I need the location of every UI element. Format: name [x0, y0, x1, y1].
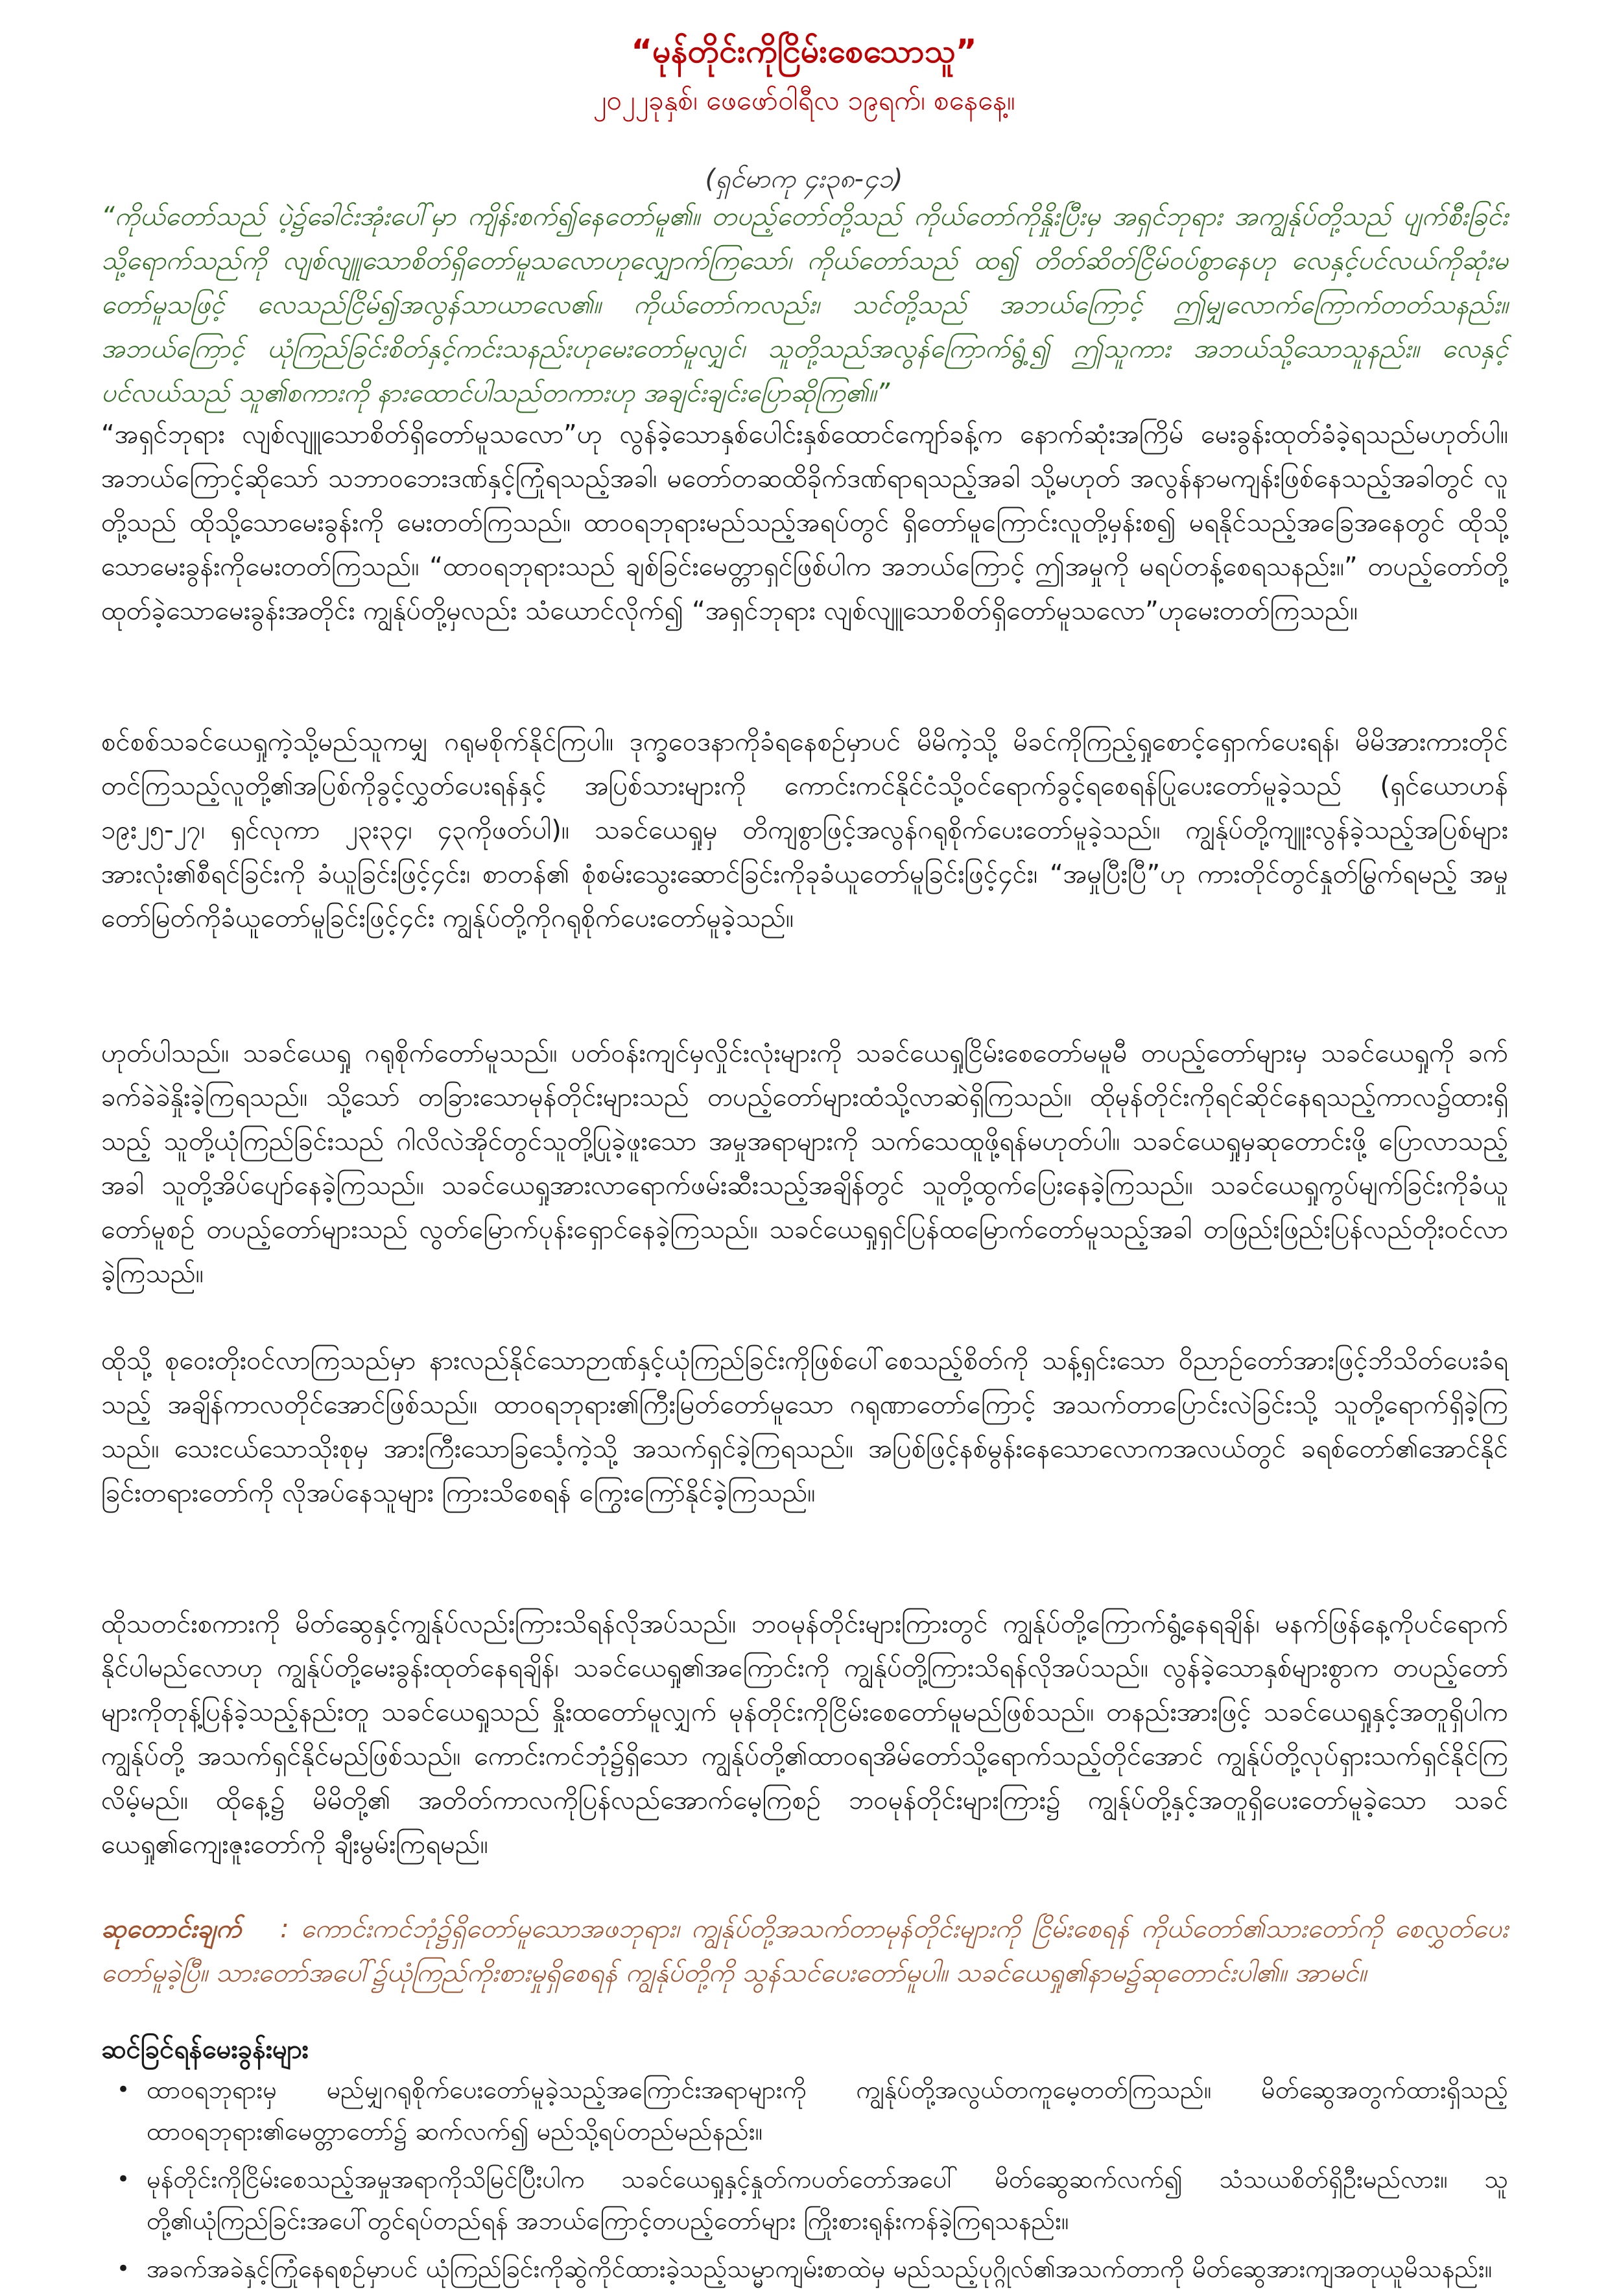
- page-date: ၂၀၂၂ခုနှစ်၊ ဖေဖော်ဝါရီလ ၁၉ရက်၊ စနေနေ့။: [593, 84, 1015, 116]
- bullet-icon: •: [117, 2256, 130, 2282]
- body-paragraph-2: စင်စစ်သခင်ယေရှုကဲ့သို့မည်သူကမျှ ဂရုမစိုက်နိုင်ကြပါ။ ဒုက္ခဝေဒနာကိုခံရနေစဉ်မှာပင် မိမိကဲ့သို့ မိခင်ကိုကြည့်ရှုစောင့်ရှောက်ပေးရန်၊ မိမိအားကားတိုင်တင်ကြသည့်လူတို့၏အပြစ်ကိုခွင့်လွှတ်ပေးရန်နှင့် အပြစ်သားများကို ကောင်းကင်နိုင်ငံသို့ဝင်ရောက်ခွင့်ရစေရန်ပြုပေးတော်မူခဲ့သည် (ရှင်ယောဟန် ၁၉း၂၅-၂၇၊ ရှင်လုကာ ၂၃း၃၄၊ ၄၃ကိုဖတ်ပါ)။ သခင်ယေရှုမှ တိကျစွာဖြင့်အလွန်ဂရုစိုက်ပေးတော်မူခဲ့သည်။ ကျွန်ုပ်တို့ကျူးလွန်ခဲ့သည့်အပြစ်များအားလုံး၏စီရင်ခြင်းကို ခံယူခြင်းဖြင့်၄င်း၊ စာတန်၏ စုံစမ်းသွေးဆောင်ခြင်းကိုခုခံယူတော်မူခြင်းဖြင့်၄င်း၊ “အမှုပြီးပြီ”ဟု ကားတိုင်တွင်နှုတ်မြွက်ရမည့် အမှုတော်မြတ်ကိုခံယူတော်မူခြင်းဖြင့်၄င်း ကျွန်ုပ်တို့ကိုဂရုစိုက်ပေးတော်မူခဲ့သည်။: [101, 727, 1508, 933]
- body-paragraph-3: ဟုတ်ပါသည်။ သခင်ယေရှု ဂရုစိုက်တော်မူသည်။ ပတ်ဝန်းကျင်မှလှိုင်းလုံးများကို သခင်ယေရှုငြိမ်းစေတော်မမူမီ တပည့်တော်များမှ သခင်ယေရှုကို ခက်ခက်ခဲခဲနှိုးခဲ့ကြရသည်။ သို့သော် တခြားသောမုန်တိုင်းများသည် တပည့်တော်များထံသို့လာဆဲရှိကြသည်။ ထိုမုန်တိုင်းကိုရင်ဆိုင်နေရသည့်ကာလ၌ထားရှိသည့် သူတို့ယုံကြည်ခြင်းသည် ဂါလိလဲအိုင်တွင်သူတို့ပြုခဲ့ဖူးသော အမှုအရာများကို သက်သေထူဖို့ရန်မဟုတ်ပါ။ သခင်ယေရှုမှဆုတောင်းဖို့ ပြောလာသည့်အခါ သူတို့အိပ်ပျော်နေခဲ့ကြသည်။ သခင်ယေရှုအားလာရောက်ဖမ်းဆီးသည့်အချိန်တွင် သူတို့ထွက်ပြေးနေခဲ့ကြသည်။ သခင်ယေရှုကွပ်မျက်ခြင်းကိုခံယူတော်မူစဉ် တပည့်တော်များသည် လွတ်မြောက်ပုန်းရှောင်နေခဲ့ကြသည်။ သခင်ယေရှုရှင်ပြန်ထမြောက်တော်မူသည့်အခါ တဖြည်းဖြည်းပြန်လည်တိုးဝင်လာခဲ့ကြသည်။: [101, 1038, 1508, 1289]
- body-paragraph-5: ထိုသတင်းစကားကို မိတ်ဆွေနှင့်ကျွန်ုပ်လည်းကြားသိရန်လိုအပ်သည်။ ဘဝမုန်တိုင်းများကြားတွင် ကျွန်ုပ်တို့ကြောက်ရွံ့နေရချိန်၊ မနက်ဖြန်နေ့ကိုပင်ရောက်နိုင်ပါမည်လောဟု ကျွန်ုပ်တို့မေးခွန်းထုတ်နေရချိန်၊ သခင်ယေရှု၏အကြောင်းကို ကျွန်ုပ်တို့ကြားသိရန်လိုအပ်သည်။ လွန်ခဲ့သောနှစ်များစွာက တပည့်တော်များကိုတုန့်ပြန်ခဲ့သည့်နည်းတူ သခင်ယေရှုသည် နှိုးထတော်မူလျှက် မုန်တိုင်းကိုငြိမ်းစေတော်မူမည်ဖြစ်သည်။ တနည်းအားဖြင့် သခင်ယေရှုနှင့်အတူရှိပါက ကျွန်ုပ်တို့ အသက်ရှင်နိုင်မည်ဖြစ်သည်။ ကောင်းကင်ဘုံ၌ရှိသော ကျွန်ုပ်တို့၏ထာဝရအိမ်တော်သို့ရောက်သည့်တိုင်အောင် ကျွန်ုပ်တို့လုပ်ရှားသက်ရှင်နိုင်ကြလိမ့်မည်။ ထိုနေ့၌ မိမိတို့၏ အတိတ်ကာလကိုပြန်လည်အောက်မေ့ကြစဉ် ဘဝမုန်တိုင်းများကြား၌ ကျွန်ုပ်တို့နှင့်အတူရှိပေးတော်မူခဲ့သော သခင်ယေရှု၏ကျေးဇူးတော်ကို ချီးမွမ်းကြရမည်။: [101, 1609, 1508, 1860]
- page-title: “မုန်တိုင်းကိုငြိမ်းစေသောသူ”: [631, 32, 977, 70]
- bullet-icon: •: [117, 2077, 130, 2103]
- question-item-2: [101, 2158, 1508, 2242]
- body-paragraph-4: ထိုသို့ စုဝေးတိုးဝင်လာကြသည်မှာ နားလည်နိုင်သောဉာဏ်နှင့်ယုံကြည်ခြင်းကိုဖြစ်ပေါ်စေသည့်စိတ်ကို သန့်ရှင်းသော ဝိညာဉ်တော်အားဖြင့်ဘိသိတ်ပေးခံရသည့် အချိန်ကာလတိုင်အောင်ဖြစ်သည်။ ထာဝရဘုရား၏ကြီးမြတ်တော်မူသော ဂရုဏာတော်ကြောင့် အသက်တာပြောင်းလဲခြင်းသို့ သူတို့ရောက်ရှိခဲ့ကြသည်။ သေးငယ်သောသိုးစုမှ အားကြီးသောခြင်္သေ့ကဲ့သို့ အသက်ရှင်ခဲ့ကြရသည်။ အပြစ်ဖြင့်နစ်မွန်းနေသောလောကအလယ်တွင် ခရစ်တော်၏အောင်နိုင်ခြင်းတရားတော်ကို လိုအပ်နေသူများ ကြားသိစေရန် ကြွေးကြော်နိုင်ခဲ့ကြသည်။: [101, 1346, 1508, 1508]
- question-item-1: [101, 2069, 1508, 2152]
- question-text: မုန်တိုင်းကိုငြိမ်းစေသည့်အမှုအရာကိုသိမြင်ပြီးပါက သခင်ယေရှုနှင့်နှုတ်ကပတ်တော်အပေါ် မိတ်ဆွေဆက်လက်၍ သံသယစိတ်ရှိဦးမည်လား။ သူတို့၏ယုံကြည်ခြင်းအပေါ်တွင်ရပ်တည်ရန် အဘယ်ကြောင့်တပည့်တော်များ ကြိုးစားရုန်းကန်ခဲ့ကြရသနည်း။: [147, 2165, 1508, 2235]
- question-text: အခက်အခဲနှင့်ကြုံနေရစဉ်မှာပင် ယုံကြည်ခြင်းကိုဆွဲကိုင်ထားခဲ့သည့်သမ္မာကျမ်းစာထဲမှ မည်သည့်ပုဂ္ဂိုလ်၏အသက်တာကို မိတ်ဆွေအားကျအတုယူမိသနည်း။: [147, 2254, 1493, 2283]
- body-paragraph-1: “အရှင်ဘုရား လျစ်လျူသောစိတ်ရှိတော်မူသလော”ဟု လွန်ခဲ့သောနှစ်ပေါင်းနှစ်ထောင်ကျော်ခန့်က နောက်ဆုံးအကြိမ် မေးခွန်းထုတ်ခံခဲ့ရသည်မဟုတ်ပါ။ အဘယ်ကြောင့်ဆိုသော် သဘာဝဘေးဒဏ်နှင့်ကြုံရသည့်အခါ၊ မတော်တဆထိခိုက်ဒဏ်ရာရသည့်အခါ သို့မဟုတ် အလွန်နာမကျန်းဖြစ်နေသည့်အခါတွင် လူတို့သည် ထိုသို့သောမေးခွန်းကို မေးတတ်ကြသည်။ ထာဝရဘုရားမည်သည့်အရပ်တွင် ရှိတော်မူကြောင်းလူတို့မှန်းစ၍ မရနိုင်သည့်အခြေအနေတွင် ထိုသို့သောမေးခွန်းကိုမေးတတ်ကြသည်။ “ထာဝရဘုရားသည် ချစ်ခြင်းမေတ္တာရှင်ဖြစ်ပါက အဘယ်ကြောင့် ဤအမှုကို မရပ်တန့်စေရသနည်း။” တပည့်တော်တို့ထုတ်ခဲ့သောမေးခွန်းအတိုင်း ကျွန်ုပ်တို့မှလည်း သံယောင်လိုက်၍ “အရှင်ဘုရား လျစ်လျူသောစိတ်ရှိတော်မူသလော”ဟုမေးတတ်ကြသည်။: [101, 420, 1508, 626]
- question-item-3: [101, 2248, 1508, 2290]
- questions-heading: ဆင်ခြင်ရန်မေးခွန်းများ: [101, 2035, 309, 2064]
- prayer-block: [101, 1907, 1508, 1995]
- prayer-text: : ကောင်းကင်ဘုံ၌ရှိတော်မူသောအဖဘုရား၊ ကျွန်ုပ်တို့အသက်တာမုန်တိုင်းများကို ငြိမ်းစေရန် ကိုယ်တော်၏သားတော်ကို စေလွှတ်ပေးတော်မူခဲ့ပြီ။ သားတော်အပေါ်၌ယုံကြည်ကိုးစားမှုရှိစေရန် ကျွန်ုပ်တို့ကို သွန်သင်ပေးတော်မူပါ။ သခင်ယေရှု၏နာမ၌ဆုတောင်းပါ၏။ အာမင်။: [101, 1914, 1508, 1988]
- bullet-icon: •: [117, 2166, 130, 2192]
- questions-list: [101, 2069, 1508, 2296]
- scripture-quote: “ကိုယ်တော်သည် ပဲ့၌ခေါင်းအုံးပေါ်မှာ ကျိန်းစက်၍နေတော်မူ၏။ တပည့်တော်တို့သည် ကိုယ်တော်ကိုနှိုးပြီးမှ အရှင်ဘုရား အကျွန်ုပ်တို့သည် ပျက်စီးခြင်းသို့ရောက်သည်ကို လျစ်လျူသောစိတ်ရှိတော်မူသလောဟုလျှောက်ကြသော်၊ ကိုယ်တော်သည် ထ၍ တိတ်ဆိတ်ငြိမ်ဝပ်စွာနေဟု လေနှင့်ပင်လယ်ကိုဆုံးမတော်မူသဖြင့် လေသည်ငြိမ်၍အလွန်သာယာလေ၏။ ကိုယ်တော်ကလည်း၊ သင်တို့သည် အဘယ်ကြောင့် ဤမျှလောက်ကြောက်တတ်သနည်း။ အဘယ်ကြောင့် ယုံကြည်ခြင်းစိတ်နှင့်ကင်းသနည်းဟုမေးတော်မူလျှင်၊ သူတို့သည်အလွန်ကြောက်ရွံ့၍ ဤသူကား အဘယ်သို့သောသူနည်း။ လေနှင့်ပင်လယ်သည် သူ၏စကားကို နားထောင်ပါသည်တကားဟု အချင်းချင်းပြောဆိုကြ၏။”: [101, 202, 1508, 408]
- scripture-reference: (ရှင်မာကု ၄း၃၈-၄၁): [705, 164, 903, 194]
- question-text: ထာဝရဘုရားမှ မည်မျှဂရုစိုက်ပေးတော်မူခဲ့သည့်အကြောင်းအရာများကို ကျွန်ုပ်တို့အလွယ်တကူမေ့တတ်ကြသည်။ မိတ်ဆွေအတွက်ထားရှိသည့် ထာဝရဘုရား၏မေတ္တာတော်၌ ဆက်လက်၍ မည်သို့ရပ်တည်မည်နည်း။: [147, 2075, 1508, 2146]
- prayer-label: ဆုတောင်းချက်: [101, 1914, 242, 1944]
